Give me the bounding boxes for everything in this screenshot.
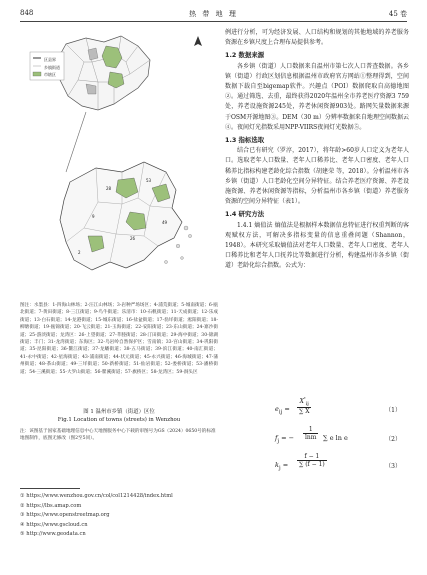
map-number: 2 [78, 250, 81, 255]
paragraph: 各乡镇（街道）人口数据来自温州市第七次人口普查数据。各乡镇（街道）行政区划信息根据温州市政府官方网站①整理得到，空间数据下载自至bigemap软件。兴趣点（POI）数据爬取自高德地图②。通过筛选、去重，最终获得2020年温州全市养老医疗资源3 759处，养老设施资源245处，养老休闲资源903处。路网矢量数据来源于OSM开源地图③。DEM（30 m）分辨率数据来自地理空间数据云④。夜间灯光指数采用NPP-VIIRS夜间灯光数据⑤。 [225, 62, 409, 131]
formula-1: $e_{ij}$ = $\frac{X^*_{ij}}{\sum X}$ （1） [275, 397, 401, 416]
map-number: 49 [162, 220, 168, 225]
paragraph: 结合已有研究（罗淳，2017），将年龄>60岁人口定义为老年人口。选取老年人口数量、老年人口稀养比、老年人口密度、老年人口稀养比指标构建老龄化综合指数（胡建荣 等，2018）。分析温州市各乡镇（街道）人口老龄化空间分异特征。结合养老医疗资源、养老设施资源、养老休闲资源等指标，分析温州市各乡镇（街道）养老服务资源的空间分异特征（表1）。 [225, 147, 409, 206]
volume-label: 45 卷 [388, 10, 407, 18]
body-text [225, 28, 409, 272]
header-rule [20, 21, 407, 22]
map-number: 9 [92, 214, 95, 219]
map-number: 28 [106, 186, 112, 191]
legend-item: 区县界 [44, 57, 56, 62]
figure-caption [20, 409, 218, 424]
legend-item: 乡镇街道 [44, 65, 60, 70]
legend-item: 市辖区 [44, 72, 56, 77]
paragraph: 例进行分析，可为经济发展、人口结构和规划的其他地域的养老服务资源在乡镇尺度上合理布局提供参考。 [225, 29, 409, 47]
formula-3: $k_j$ = $\frac{f - 1}{\sum (f - 1)}$ （3） [275, 453, 401, 472]
section-heading: 1.3 指标选取 [225, 136, 265, 145]
footnote-rule [20, 488, 80, 489]
footnote: ② https://lbs.amap.com [20, 502, 82, 509]
connector-line [66, 112, 86, 172]
footnotes [20, 492, 173, 540]
paragraph: 1.4.1 熵值法 熵值法是根据样本数据信息特征进行权重判断的客观赋权方法，可解决多指标变量的信息重叠问题（Shannon，1948）。本研究采取熵值法对老年人口数量、老年人口密度、老年人口稀养比和老年人口抚养比等数据进行分析，构建温州市各乡镇（街道）老龄化综合指数。公式为： [225, 221, 409, 270]
map-caption: 图注：水墨县：1-四海山林场；2-汪江山林场；3-岩种严场场区；4-浦荒街道；5-城南街道；6-瓯北街道；7-黄田街道；8-三江街道；9-鸟牛街道；乐清市：10-石帆街道；11-天成街道；12-乐成街道；13-白石街道；14-龙港街道；15-城东街道；16-盐盆街道；17-翁垟街道；淞阳街道；18-柳塘街道；19-瓯锦街道；20-飞云街道；21-玉海街道；22-安阳街道；23-东山街道；24-寨沙街道；25-游淡街道；龙湾区：26-上望街道；27-莘塍街道；28-汀田街道；29-海中街道；30-锦湖街道；丰门；31-龙湾街道；东海区；32-乌岩岭自然保护区；雪南镇；33-宫山街道；34-巩阳街道；35-昆阳街道；36-鳌江街道；37-龙蟠街道；38-五马街道；39-滨江街道；40-南汇街道；41-永中街道；42-星海街道；43-浦南街道；44-状元街道；45-永兴街道；46-海城街道；47-蒲州街道；48-茶山街道；49-三垟街道；50-新桥街道；51-仙岩街道；52-娄桥街道；53-潘桥街道；54-三溪街道；55-大罗山街道；56-瞿溪街道；57-旗桥区；58-龙湾区；59-洞头区 [20, 303, 218, 375]
north-arrow-icon [194, 36, 202, 46]
figure-caption-en: Fig.1 Location of towns (streets) in Wenzhou [57, 416, 181, 423]
section-heading: 1.4 研究方法 [225, 210, 265, 219]
figure-note: 注：该图基于国家基础地理信息中心天地图服务中心下载的审图号为GS（2024）0650号的标准地图制作，底图无修改（图2至5同）。 [20, 429, 216, 442]
map-number: 26 [130, 236, 136, 241]
formula-2: $f_j$ = − $\frac{1}{\ln m}$ ∑ e ln e （2） [275, 426, 401, 445]
figure-caption-cn: 图 1 温州市乡镇（街道）区位 [83, 409, 155, 415]
page-header [20, 9, 407, 21]
footnote: ③ https://www.openstreetmap.org [20, 512, 110, 519]
section-heading: 1.2 数据来源 [225, 51, 265, 60]
wenzhou-location-map [26, 32, 214, 294]
inset-map [56, 36, 150, 110]
footnote: ⑤ http://www.geodata.cn [20, 531, 86, 538]
footnote: ① https://www.wenzhou.gov.cn/col/col1214428/index.html [20, 493, 173, 499]
journal-title: 热 带 地 理 [189, 10, 238, 18]
page-number: 848 [20, 9, 34, 17]
map-number: 53 [146, 178, 152, 183]
footnote: ④ https://www.gscloud.cn [20, 521, 88, 528]
